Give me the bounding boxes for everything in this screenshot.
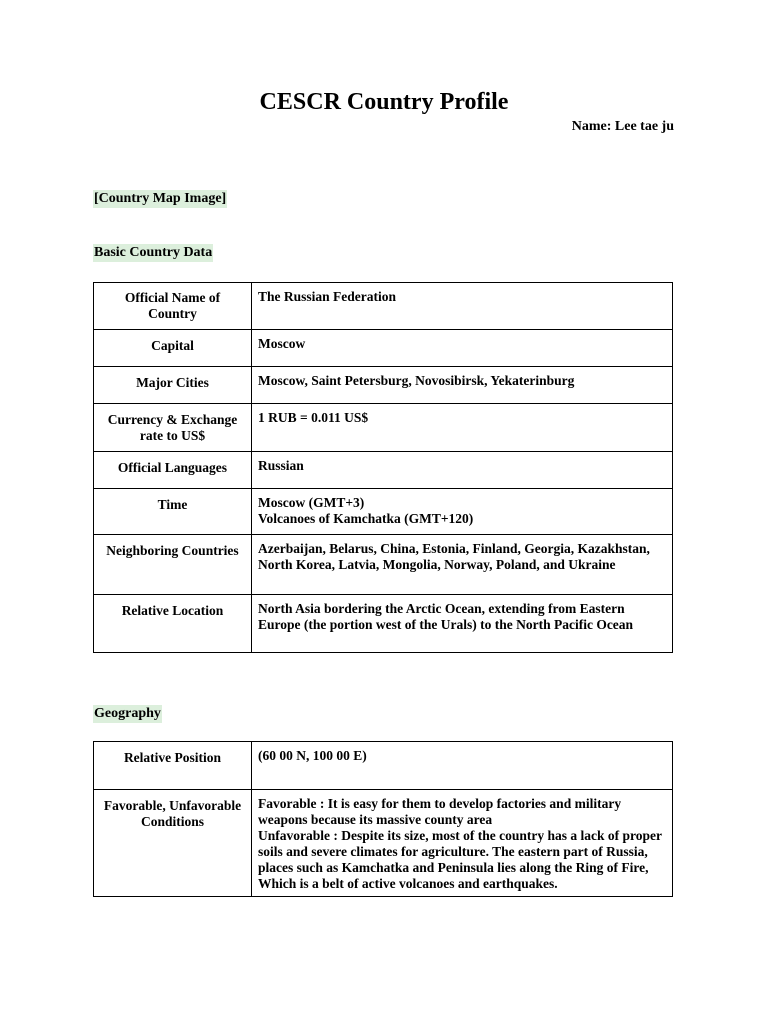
row-key: Neighboring Countries: [94, 535, 252, 595]
row-value: 1 RUB = 0.011 US$: [252, 404, 673, 452]
basic-data-table: [93, 282, 673, 653]
row-value: Moscow, Saint Petersburg, Novosibirsk, Yekaterinburg: [252, 367, 673, 404]
table-row: [94, 404, 673, 452]
author-name: Name: Lee tae ju: [571, 119, 674, 134]
row-value: North Asia bordering the Arctic Ocean, extending from Eastern Europe (the portion west of the Urals) to the North Pacific Ocean: [252, 595, 673, 653]
table-row: [94, 489, 673, 535]
row-key: Time: [94, 489, 252, 535]
map-image-label: [Country Map Image]: [94, 191, 227, 206]
row-key: Favorable, Unfavorable Conditions: [94, 790, 252, 897]
row-value: The Russian Federation: [252, 283, 673, 330]
geography-heading: Geography: [94, 706, 161, 721]
row-key: Relative Position: [94, 742, 252, 790]
table-row: [94, 535, 673, 595]
row-value: Favorable : It is easy for them to develop factories and military weapons because its massive county area Unfavorable : Despite its size, most of the country has a lack of proper soils and severe climates for agriculture. The eastern part of Russia, places such as Kamchatka and Peninsula lies along the Ring of Fire, Which is a belt of active volcanoes and earthquakes.: [252, 790, 673, 897]
row-key: Capital: [94, 330, 252, 367]
basic-data-heading: Basic Country Data: [94, 245, 213, 260]
row-value: Moscow: [252, 330, 673, 367]
row-key: Official Name of Country: [94, 283, 252, 330]
row-value: Moscow (GMT+3) Volcanoes of Kamchatka (GMT+120): [252, 489, 673, 535]
row-value: Azerbaijan, Belarus, China, Estonia, Finland, Georgia, Kazakhstan, North Korea, Latvia, Mongolia, Norway, Poland, and Ukraine: [252, 535, 673, 595]
geography-table: [93, 741, 673, 897]
table-row: [94, 283, 673, 330]
table-row: [94, 790, 673, 897]
row-value: (60 00 N, 100 00 E): [252, 742, 673, 790]
row-key: Official Languages: [94, 452, 252, 489]
row-value: Russian: [252, 452, 673, 489]
table-row: [94, 452, 673, 489]
document-title: CESCR Country Profile: [259, 89, 509, 115]
table-row: [94, 367, 673, 404]
row-key: Major Cities: [94, 367, 252, 404]
row-key: Relative Location: [94, 595, 252, 653]
table-row: [94, 742, 673, 790]
row-key: Currency & Exchange rate to US$: [94, 404, 252, 452]
table-row: [94, 595, 673, 653]
table-row: [94, 330, 673, 367]
